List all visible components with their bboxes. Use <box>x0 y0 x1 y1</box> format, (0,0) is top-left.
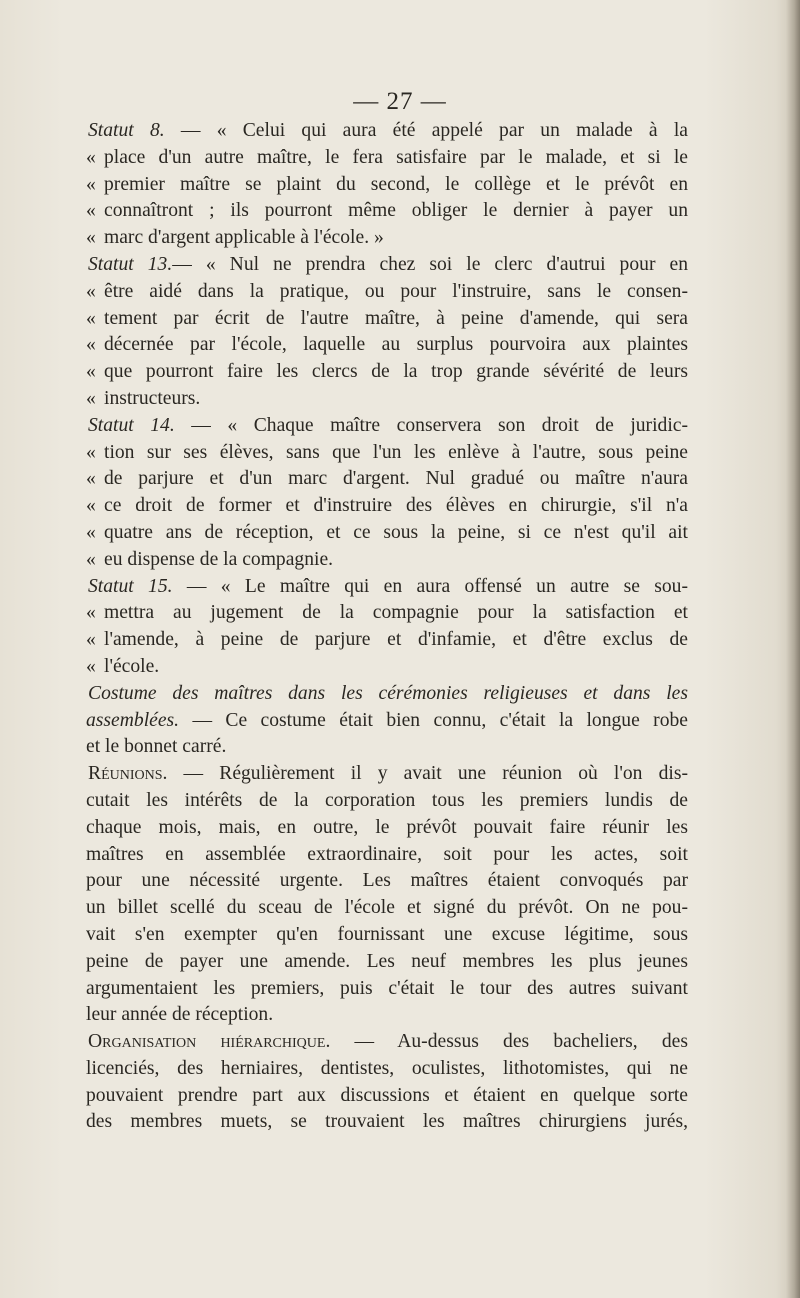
italic-heading: Statut 15. <box>88 575 173 597</box>
line-text: — « Nul ne prendra chez soi le clerc d'autrui pour en <box>172 253 688 275</box>
line-text: décernée par l'école, laquelle au surplus pourvoira aux plaintes <box>104 334 688 356</box>
line-text: peine de payer une amende. Les neuf membres les plus jeunes <box>86 950 688 972</box>
line-text: eu dispense de la compagnie. <box>104 548 334 570</box>
text-line <box>86 681 688 708</box>
line-text: maîtres en assemblée extraordinaire, soit pour les actes, soit <box>86 843 688 865</box>
text-line <box>86 413 688 440</box>
text-line <box>86 708 688 735</box>
line-text: de parjure et d'un marc d'argent. Nul gradué ou maître n'aura <box>104 468 688 490</box>
quote-mark: « <box>86 655 96 677</box>
text-line <box>86 145 688 172</box>
line-text: connaîtront ; ils pourront même obliger le dernier à payer un <box>104 200 688 222</box>
text-line <box>86 1029 688 1056</box>
line-text: tement par écrit de l'autre maître, à peine d'amende, qui sera <box>104 307 688 329</box>
text-line <box>86 1083 688 1110</box>
page-body-text <box>86 118 688 1136</box>
quote-mark: « <box>86 334 96 356</box>
quote-mark: « <box>86 548 96 570</box>
text-line <box>86 654 688 681</box>
line-text: être aidé dans la pratique, ou pour l'instruire, sans le consen- <box>104 280 688 302</box>
text-line <box>86 225 688 252</box>
text-line <box>86 600 688 627</box>
quote-mark: « <box>86 173 96 195</box>
text-line <box>86 306 688 333</box>
text-line <box>86 118 688 145</box>
line-text: argumentaient les premiers, puis c'était le tour des autres suivant <box>86 977 688 999</box>
line-text: pouvaient prendre part aux discussions et étaient en quelque sorte <box>86 1084 688 1106</box>
line-text: un billet scellé du sceau de l'école et signé du prévôt. On ne pou- <box>86 897 688 919</box>
quote-mark: « <box>86 146 96 168</box>
quote-mark: « <box>86 280 96 302</box>
quote-mark: « <box>86 227 96 249</box>
line-text: — « Le maître qui en aura offensé un autre se sou- <box>172 575 688 597</box>
line-text: et le bonnet carré. <box>86 736 227 758</box>
text-line <box>86 842 688 869</box>
line-text: vait s'en exempter qu'en fournissant une excuse légitime, sous <box>86 923 688 945</box>
italic-heading: Statut 14. <box>88 414 175 436</box>
quote-mark: « <box>86 441 96 463</box>
quote-mark: « <box>86 387 96 409</box>
text-line <box>86 922 688 949</box>
line-text: — Régulièrement il y avait une réunion où l'on dis- <box>167 763 688 785</box>
text-line <box>86 198 688 225</box>
line-text: des membres muets, se trouvaient les maîtres chirurgiens jurés, <box>86 1111 688 1133</box>
text-line <box>86 172 688 199</box>
text-line <box>86 949 688 976</box>
line-text: — « Chaque maître conservera son droit de juridic- <box>174 414 688 436</box>
quote-mark: « <box>86 521 96 543</box>
line-text: instructeurs. <box>104 387 201 409</box>
text-line <box>86 252 688 279</box>
text-line <box>86 440 688 467</box>
text-line <box>86 466 688 493</box>
line-text: place d'un autre maître, le fera satisfaire par le malade, et si le <box>104 146 688 168</box>
text-line <box>86 386 688 413</box>
line-text: l'amende, à peine de parjure et d'infamie, et d'être exclus de <box>104 629 688 651</box>
text-line <box>86 627 688 654</box>
text-line <box>86 895 688 922</box>
line-text: pour une nécessité urgente. Les maîtres étaient convoqués par <box>86 870 688 892</box>
text-line <box>86 761 688 788</box>
quote-mark: « <box>86 200 96 222</box>
line-text: — « Celui qui aura été appelé par un malade à la <box>164 120 688 141</box>
text-line <box>86 976 688 1003</box>
quote-mark: « <box>86 468 96 490</box>
line-text: marc d'argent applicable à l'école. » <box>104 227 384 249</box>
page-number: — 27 — <box>353 88 447 115</box>
page-edge-shadow <box>786 0 800 1298</box>
line-text: mettra au jugement de la compagnie pour la satisfaction et <box>104 602 688 624</box>
line-text: ce droit de former et d'instruire des élèves en chirurgie, s'il n'a <box>104 495 688 517</box>
line-text: tion sur ses élèves, sans que l'un les enlève à l'autre, sous peine <box>104 441 688 463</box>
line-text: licenciés, des herniaires, dentistes, oculistes, lithotomistes, qui ne <box>86 1057 688 1079</box>
text-line <box>86 734 688 761</box>
italic-heading: Statut 13. <box>88 253 173 275</box>
text-line <box>86 868 688 895</box>
small-caps-heading: Réunions. <box>88 763 168 785</box>
text-line <box>86 520 688 547</box>
quote-mark: « <box>86 495 96 517</box>
line-text: que pourront faire les clercs de la trop grande sévérité de leurs <box>104 361 688 383</box>
line-text: cutait les intérêts de la corporation tous les premiers lundis de <box>86 789 688 811</box>
line-text: l'école. <box>104 655 160 677</box>
quote-mark: « <box>86 602 96 624</box>
text-line <box>86 1002 688 1029</box>
text-line <box>86 1056 688 1083</box>
text-line <box>86 815 688 842</box>
quote-mark: « <box>86 307 96 329</box>
line-text: — Ce costume était bien connu, c'était la longue robe <box>179 709 688 731</box>
text-line <box>86 332 688 359</box>
text-line <box>86 493 688 520</box>
small-caps-heading: Organisation hiérarchique. <box>88 1031 331 1053</box>
text-line <box>86 1109 688 1136</box>
italic-heading: Costume des maîtres dans les cérémonies religieuses et dans les <box>88 682 688 704</box>
text-line <box>86 279 688 306</box>
text-line <box>86 574 688 601</box>
line-text: — Au-dessus des bacheliers, des <box>330 1031 688 1053</box>
line-text: leur année de réception. <box>86 1004 274 1026</box>
line-text: chaque mois, mais, en outre, le prévôt pouvait faire réunir les <box>86 816 688 838</box>
line-text: premier maître se plaint du second, le collège et le prévôt en <box>104 173 688 195</box>
quote-mark: « <box>86 629 96 651</box>
italic-heading: Statut 8. <box>88 120 165 141</box>
text-line <box>86 788 688 815</box>
line-text: quatre ans de réception, et ce sous la peine, si ce n'est qu'il ait <box>104 521 688 543</box>
text-line <box>86 359 688 386</box>
text-line <box>86 547 688 574</box>
italic-heading: assemblées. <box>86 709 180 731</box>
quote-mark: « <box>86 361 96 383</box>
